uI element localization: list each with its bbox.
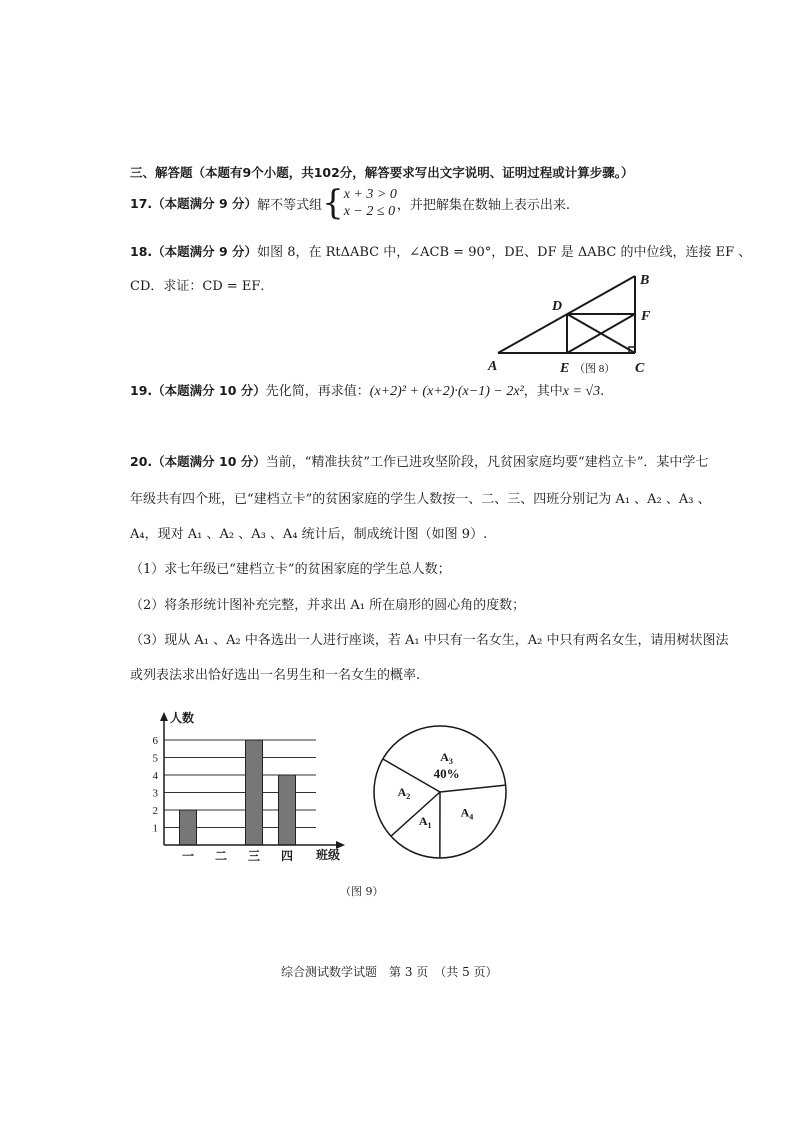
label-b: B xyxy=(640,273,650,288)
q18-score: （本题满分 9 分） xyxy=(152,244,258,259)
y-tick-label: 3 xyxy=(152,787,158,800)
pie-slices xyxy=(374,726,506,858)
y-axis-arrow xyxy=(160,712,168,721)
y-tick-label: 1 xyxy=(152,822,158,835)
q19-text-a: 先化简，再求值： xyxy=(265,384,370,399)
pie-chart xyxy=(370,722,510,862)
y-tick-label: 5 xyxy=(152,752,158,765)
q17-text-b: ，并把解集在数轴上表示出来. xyxy=(396,197,570,213)
bar-chart-yticks xyxy=(153,735,159,835)
pie-slice-label: $A_2$ xyxy=(397,784,411,801)
x-axis-label: 班级 xyxy=(316,848,341,862)
question-17 xyxy=(130,183,570,223)
q20-sub-2: （2）将条形统计图补充完整，并求出 A₁ 所在扇形的圆心角的度数； xyxy=(130,598,526,613)
q20-number: 20. xyxy=(130,454,153,469)
x-tick-label: 三 xyxy=(247,849,261,863)
q18-text-1: 如图 8，在 RtΔABC 中，∠ACB = 90°，DE、DF 是 ΔABC 的中位线，连接 EF 、 xyxy=(257,245,752,260)
page-footer: 综合测试数学试题 第 3 页 （共 5 页） xyxy=(281,965,498,979)
figure-8-caption: （图 8） xyxy=(574,363,616,375)
pie-slice-label: $A_4$ xyxy=(460,805,474,822)
bar-chart xyxy=(140,705,360,865)
bar xyxy=(246,740,263,845)
x-tick-label: 二 xyxy=(214,849,228,863)
pie-slice-label: $A_3$ xyxy=(440,750,453,767)
figure-8 xyxy=(480,262,660,378)
q17-score: （本题满分 9 分） xyxy=(152,196,258,211)
label-c: C xyxy=(635,361,645,376)
q19-text-b: ，其中 xyxy=(523,384,563,399)
label-e: E xyxy=(560,361,570,376)
bar xyxy=(180,810,197,845)
y-tick-label: 6 xyxy=(152,735,158,747)
q20-sub-4: 或列表法求出恰好选出一名男生和一名女生的概率. xyxy=(130,668,421,683)
q20-sub-1: （1）求七年级已“建档立卡”的贫困家庭的学生总人数； xyxy=(130,562,451,577)
question-19 xyxy=(130,380,604,400)
question-18-line-1 xyxy=(130,241,751,260)
q19-expression: (x+2)² + (x+2)·(x−1) − 2x² xyxy=(369,384,524,399)
q19-end: . xyxy=(600,384,605,399)
question-20-line-1 xyxy=(130,451,708,470)
q20-text-2: 年级共有四个班，已“建档立卡”的贫困家庭的学生人数按一、二、三、四班分别记为 A₁ 、A₂ 、A₃ 、 xyxy=(130,492,711,507)
q20-text-1: 当前，“精准扶贫”工作已进攻坚阶段，凡贫困家庭均要“建档立卡”．某中学七 xyxy=(265,455,709,470)
q17-ineq-2: x − 2 ≤ 0 xyxy=(343,204,396,219)
q17-brace: { xyxy=(322,183,344,223)
y-tick-label: 2 xyxy=(152,805,158,817)
q20-sub-3: （3）现从 A₁ 、A₂ 中各选出一人进行座谈，若 A₁ 中只有一名女生，A₂ 中只有两名女生，请用树状图法 xyxy=(130,633,729,648)
q17-ineq-1: x + 3 > 0 xyxy=(343,187,397,202)
x-tick-label: 四 xyxy=(280,849,294,863)
pie-slice-value: 40% xyxy=(433,766,460,782)
bar-chart-xticks xyxy=(182,849,293,863)
bar xyxy=(279,775,296,845)
q20-text-3: A₄，现对 A₁ 、A₂ 、A₃ 、A₄ 统计后，制成统计图（如图 9）. xyxy=(130,527,488,542)
q17-text-a: 解不等式组 xyxy=(257,197,323,213)
y-axis-label: 人数 xyxy=(170,711,195,725)
pie-slice-label: $A_1$ xyxy=(418,814,432,831)
q19-value: x = √3 xyxy=(562,384,601,399)
q20-score: （本题满分 10 分） xyxy=(152,454,266,469)
q19-number: 19. xyxy=(130,383,153,398)
figure-9-caption: （图 9） xyxy=(340,885,384,898)
q17-number: 17. xyxy=(130,195,153,211)
q17-inequality-system xyxy=(344,186,397,220)
y-tick-label: 4 xyxy=(152,770,158,782)
q18-number: 18. xyxy=(130,244,153,259)
q18-text-2: CD．求证：CD = EF． xyxy=(130,279,274,294)
label-f: F xyxy=(641,309,651,324)
q19-score: （本题满分 10 分） xyxy=(152,383,266,398)
label-d: D xyxy=(552,299,563,314)
section-header: 三、解答题（本题有9个小题，共102分，解答要求写出文字说明、证明过程或计算步骤。） xyxy=(130,165,634,180)
x-tick-label: 一 xyxy=(181,849,195,863)
label-a: A xyxy=(488,359,498,374)
